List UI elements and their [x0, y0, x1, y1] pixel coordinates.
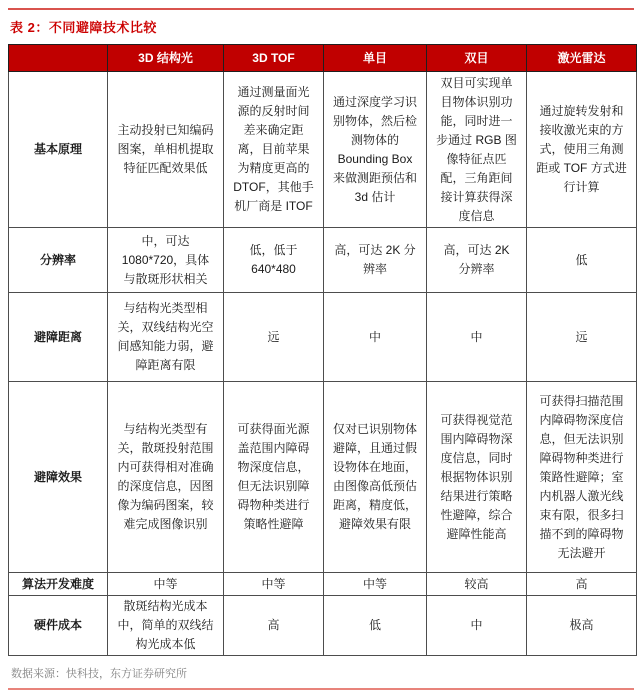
table-cell: 中等 — [224, 573, 324, 596]
table-cell: 低 — [527, 228, 637, 293]
page-title: 表 2：不同避障技术比较 — [10, 20, 157, 35]
table-cell: 与结构光类型有关，散斑投射范围内可获得相对准确的深度信息，因图像为编码图案，较难完成图像识别 — [108, 382, 224, 573]
table-row-effect — [9, 382, 637, 573]
data-source: 数据来源：快科技，东方证券研究所 — [11, 668, 187, 680]
table-cell: 中等 — [324, 573, 427, 596]
comparison-table — [8, 44, 637, 656]
table-cell: 双目可实现单目物体识别功能，同时进一步通过 RGB 图像特征点匹配，三角距间接计算获得深度信息 — [427, 72, 527, 228]
row-label-algorithm-difficulty: 算法开发难度 — [9, 573, 108, 596]
table-cell: 仅对已识别物体避障，且通过假设物体在地面，由图像高低预估距离，精度低，避障效果有限 — [324, 382, 427, 573]
table-row-resolution — [9, 228, 637, 293]
table-cell: 中，可达 1080*720，具体与散斑形状相关 — [108, 228, 224, 293]
table-row-hardware-cost — [9, 596, 637, 656]
row-label-hardware-cost: 硬件成本 — [9, 596, 108, 656]
table-cell: 高，可达 2K 分辨率 — [324, 228, 427, 293]
bottom-rule — [8, 688, 634, 690]
table-cell: 通过测量面光源的反射时间差来确定距离，目前苹果为精度更高的 DTOF，其他手机厂商是 ITOF — [224, 72, 324, 228]
table-cell: 通过深度学习识别物体，然后检测物体的 Bounding Box 来做测距预估和 3d 估计 — [324, 72, 427, 228]
row-label-principle: 基本原理 — [9, 72, 108, 228]
table-cell: 远 — [224, 293, 324, 382]
table-cell: 通过旋转发射和接收激光束的方式，使用三角测距或 TOF 方式进行计算 — [527, 72, 637, 228]
table-cell: 散斑结构光成本中，简单的双线结构光成本低 — [108, 596, 224, 656]
header-row — [9, 45, 637, 72]
table-row-principle — [9, 72, 637, 228]
col-header-structured-light: 3D 结构光 — [108, 45, 224, 72]
table-cell: 中 — [427, 596, 527, 656]
table-cell: 与结构光类型相关，双线结构光空间感知能力弱，避障距离有限 — [108, 293, 224, 382]
table-cell: 远 — [527, 293, 637, 382]
table-cell: 中 — [427, 293, 527, 382]
table-row-distance — [9, 293, 637, 382]
table-cell: 中等 — [108, 573, 224, 596]
table-cell: 中 — [324, 293, 427, 382]
table-cell: 低 — [324, 596, 427, 656]
table-cell: 高，可达 2K 分辨率 — [427, 228, 527, 293]
col-header-3d-tof: 3D TOF — [224, 45, 324, 72]
table-cell: 较高 — [427, 573, 527, 596]
row-label-effect: 避障效果 — [9, 382, 108, 573]
table-cell: 极高 — [527, 596, 637, 656]
table-cell: 可获得视觉范围内障碍物深度信息，同时根据物体识别结果进行策略性避障，综合避障性能高 — [427, 382, 527, 573]
row-label-distance: 避障距离 — [9, 293, 108, 382]
table-cell: 主动投射已知编码图案，单相机提取特征匹配效果低 — [108, 72, 224, 228]
table-cell: 低，低于 640*480 — [224, 228, 324, 293]
top-rule — [8, 8, 634, 10]
col-header-monocular: 单目 — [324, 45, 427, 72]
table-cell: 高 — [224, 596, 324, 656]
table-row-algorithm-difficulty — [9, 573, 637, 596]
col-header-lidar: 激光雷达 — [527, 45, 637, 72]
corner-cell — [9, 45, 108, 72]
table-cell: 可获得面光源盖范围内障碍物深度信息，但无法识别障碍物种类进行策略性避障 — [224, 382, 324, 573]
col-header-binocular: 双目 — [427, 45, 527, 72]
table-cell: 可获得扫描范围内障碍物深度信息，但无法识别障碍物种类进行策路性避障；室内机器人激光线束有限，很多扫描不到的障碍物无法避开 — [527, 382, 637, 573]
table-cell: 高 — [527, 573, 637, 596]
row-label-resolution: 分辨率 — [9, 228, 108, 293]
